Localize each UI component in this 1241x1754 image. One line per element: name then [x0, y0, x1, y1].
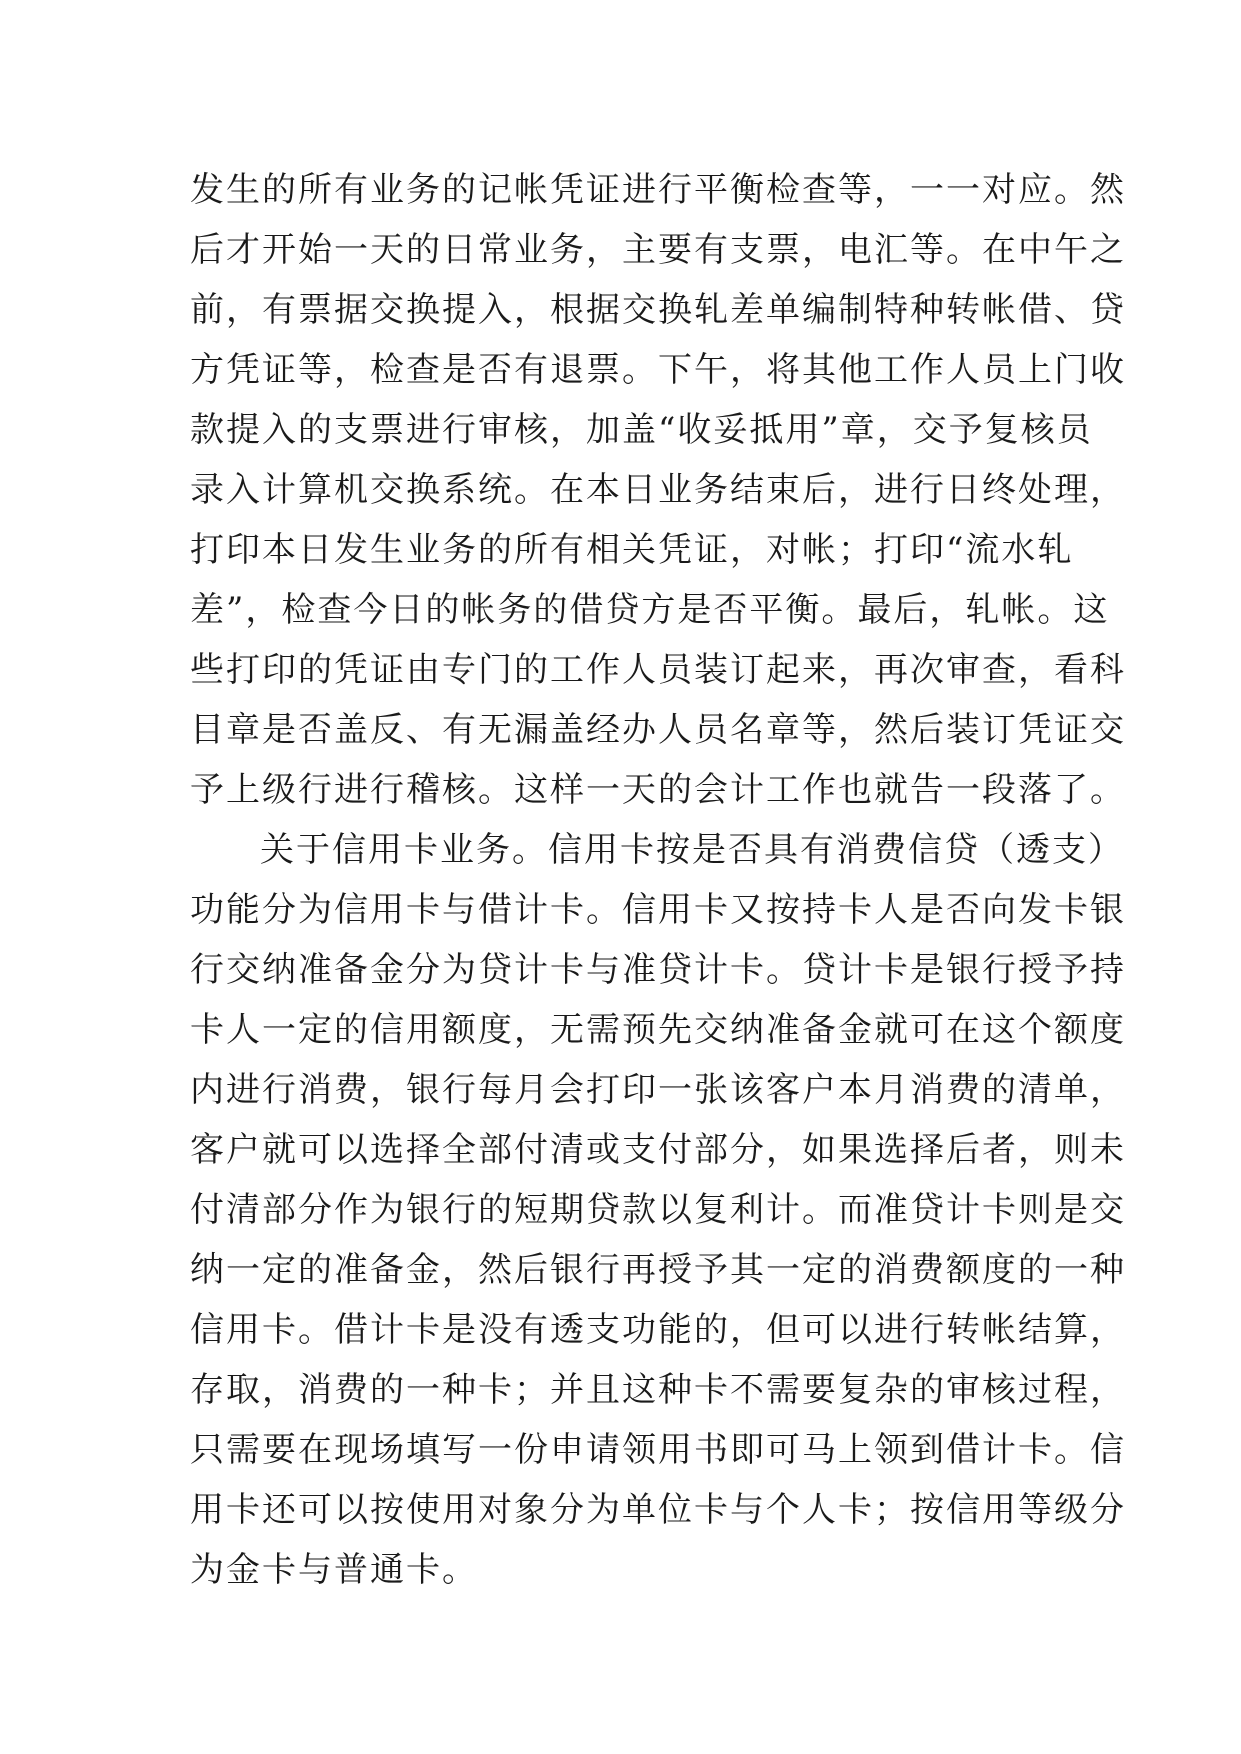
text-line: 付清部分作为银行的短期贷款以复利计。而准贷计卡则是交: [190, 1190, 1126, 1230]
text-line: 些打印的凭证由专门的工作人员装订起来，再次审查，看科: [190, 650, 1126, 690]
text-line: 予上级行进行稽核。这样一天的会计工作也就告一段落了。: [190, 770, 1126, 810]
text-line: 用卡还可以按使用对象分为单位卡与个人卡；按信用等级分: [190, 1490, 1126, 1530]
text-line: 只需要在现场填写一份申请领用书即可马上领到借计卡。信: [190, 1430, 1126, 1470]
paragraph-credit-card-business: [190, 820, 1126, 1600]
text-line: 功能分为信用卡与借计卡。信用卡又按持卡人是否向发卡银: [190, 890, 1126, 930]
text-line: 为金卡与普通卡。: [190, 1550, 478, 1590]
text-line: 差”，检查今日的帐务的借贷方是否平衡。最后，轧帐。这: [190, 590, 1110, 630]
text-line: 方凭证等，检查是否有退票。下午，将其他工作人员上门收: [190, 350, 1126, 390]
text-line: 款提入的支票进行审核，加盖“收妥抵用”章，交予复核员: [190, 410, 1093, 450]
text-line: 行交纳准备金分为贷计卡与准贷计卡。贷计卡是银行授予持: [190, 950, 1126, 990]
text-line: 打印本日发生业务的所有相关凭证，对帐；打印“流水轧: [190, 530, 1074, 570]
text-line: 信用卡。借计卡是没有透支功能的，但可以进行转帐结算，: [190, 1310, 1126, 1350]
text-line: 卡人一定的信用额度，无需预先交纳准备金就可在这个额度: [190, 1010, 1126, 1050]
text-line: 目章是否盖反、有无漏盖经办人员名章等，然后装订凭证交: [190, 710, 1126, 750]
text-line-indented: 关于信用卡业务。信用卡按是否具有消费信贷（透支）: [260, 830, 1124, 870]
text-line: 内进行消费，银行每月会打印一张该客户本月消费的清单，: [190, 1070, 1126, 1110]
text-line: 纳一定的准备金，然后银行再授予其一定的消费额度的一种: [190, 1250, 1126, 1290]
text-line: 录入计算机交换系统。在本日业务结束后，进行日终处理，: [190, 470, 1126, 510]
text-line: 存取，消费的一种卡；并且这种卡不需要复杂的审核过程，: [190, 1370, 1126, 1410]
body-text: [190, 160, 1126, 1600]
text-line: 后才开始一天的日常业务，主要有支票，电汇等。在中午之: [190, 230, 1126, 270]
text-line: 前，有票据交换提入，根据交换轧差单编制特种转帐借、贷: [190, 290, 1126, 330]
text-line: 发生的所有业务的记帐凭证进行平衡检查等，一一对应。然: [190, 170, 1126, 210]
paragraph-accounting-workflow: [190, 160, 1126, 820]
text-line: 客户就可以选择全部付清或支付部分，如果选择后者，则未: [190, 1130, 1126, 1170]
